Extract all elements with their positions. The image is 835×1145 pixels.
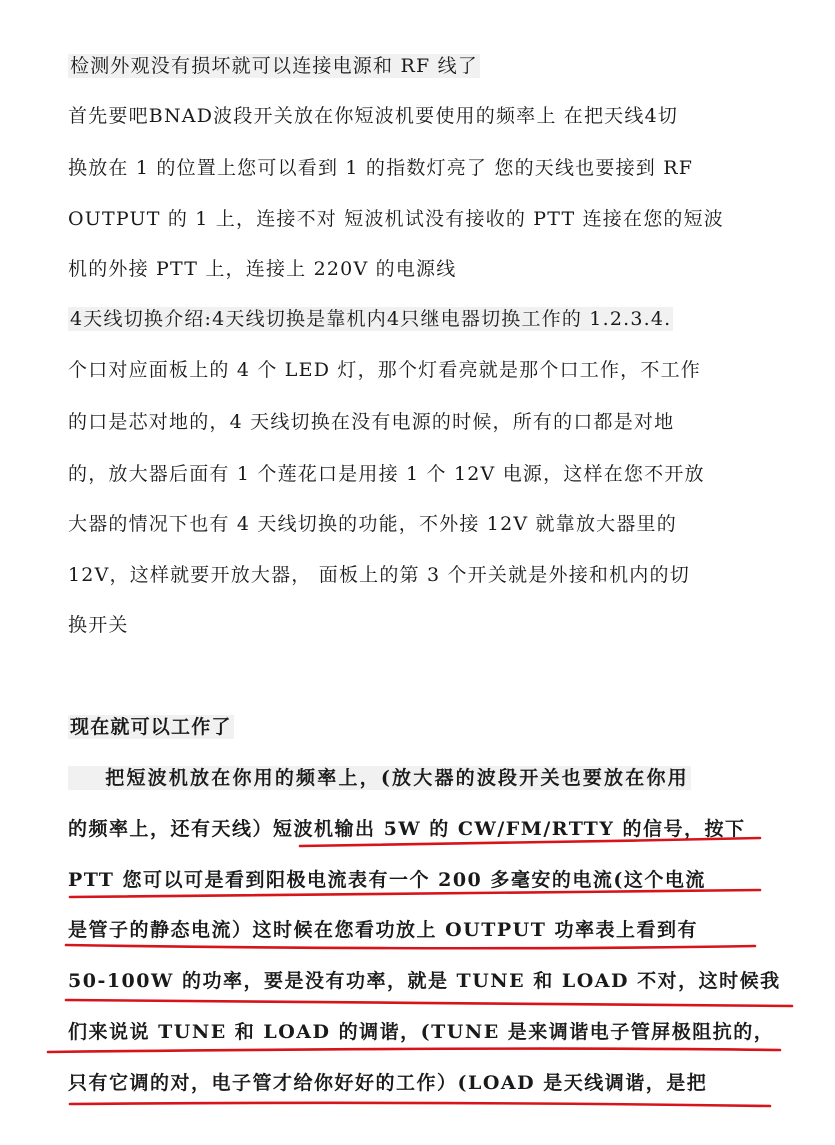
text-line: 是管子的静态电流）这时候在您看功放上 OUTPUT 功率表上看到有 — [68, 919, 698, 941]
text-line: 大器的情况下也有 4 天线切换的功能，不外接 12V 就靠放大器里的 — [68, 513, 677, 535]
underline-stroke — [48, 1049, 780, 1052]
text-segment: 现在就可以工作了 — [70, 716, 232, 738]
text-line: 换放在 1 的位置上您可以看到 1 的指数灯亮了 您的天线也要接到 RF — [68, 157, 694, 179]
text-line — [68, 53, 480, 79]
text-line: 的，放大器后面有 1 个莲花口是用接 1 个 12V 电源，这样在您不开放 — [68, 463, 705, 485]
text-line — [68, 765, 691, 791]
text-line: OUTPUT 的 1 上，连接不对 短波机试没有接收的 PTT 连接在您的短波 — [68, 208, 725, 230]
text-line: 的口是芯对地的，4 天线切换在没有电源的时候，所有的口都是对地 — [68, 411, 675, 433]
underline-stroke — [70, 1103, 770, 1106]
text-line: 只有它调的对，电子管才给你好好的工作）(LOAD 是天线调谐，是把 — [68, 1072, 708, 1094]
text-line: PTT 您可以可是看到阳极电流表有一个 200 多毫安的电流(这个电流 — [68, 869, 706, 891]
underline-stroke — [66, 1000, 792, 1006]
underline-stroke — [66, 945, 755, 948]
text-segment: 把短波机放在你用的频率上，(放大器的波段开关也要放在你用 — [70, 767, 689, 789]
text-segment: 检测外观没有损坏就可以连接电源和 RF 线了 — [70, 55, 478, 77]
text-line: 换开关 — [68, 614, 129, 636]
section-title — [68, 714, 234, 740]
text-line — [68, 306, 673, 332]
text-line: 50-100W 的功率，要是没有功率，就是 TUNE 和 LOAD 不对，这时候我 — [68, 970, 781, 992]
text-line: 们来说说 TUNE 和 LOAD 的调谐，(TUNE 是来调谐电子管屏极阻抗的， — [68, 1021, 775, 1043]
text-line: 个口对应面板上的 4 个 LED 灯，那个灯看亮就是那个口工作，不工作 — [68, 359, 701, 381]
text-line: 首先要吧BNAD波段开关放在你短波机要使用的频率上 在把天线4切 — [68, 105, 679, 127]
text-line: 机的外接 PTT 上，连接上 220V 的电源线 — [68, 258, 457, 280]
text-segment: 4天线切换介绍:4天线切换是靠机内4只继电器切换工作的 1.2.3.4. — [70, 308, 672, 330]
text-line: 12V，这样就要开放大器， 面板上的第 3 个开关就是外接和机内的切 — [68, 564, 690, 586]
text-line: 的频率上，还有天线）短波机输出 5W 的 CW/FM/RTTY 的信号，按下 — [68, 818, 746, 840]
